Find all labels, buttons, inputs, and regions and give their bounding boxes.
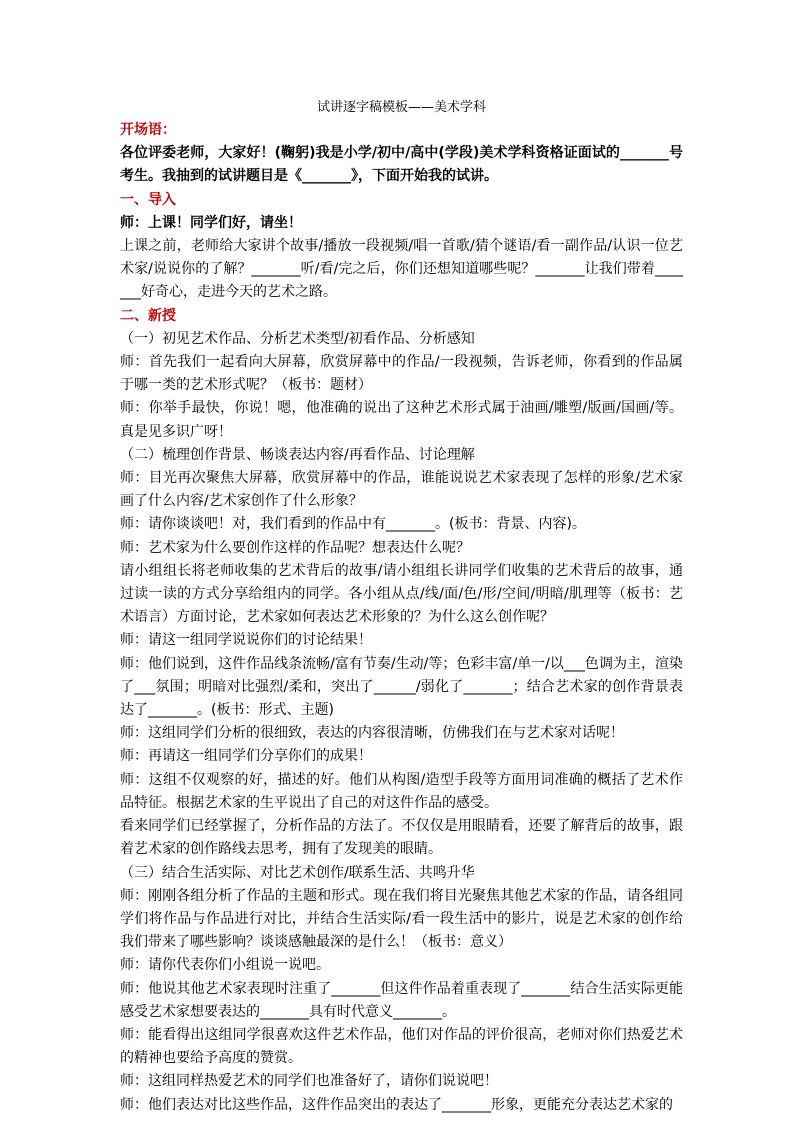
section-heading: 开场语： bbox=[120, 122, 176, 138]
paragraph: 师：他们表达对比这些作品，这件作品突出的表达了_______形象，更能充分表达艺术家的 bbox=[120, 1096, 673, 1113]
document-page bbox=[120, 98, 683, 1117]
document-title: 试讲逐字稿模板——美术学科 bbox=[316, 100, 486, 115]
paragraph: 师：刚刚各组分析了作品的主题和形式。现在我们将目光聚焦其他艺术家的作品，请各组同学们将作品与作品进行对比，并结合生活实际/看一段生活中的影片，说是艺术家的创作给我们带来了哪些影响？谈谈感触最深的是什么！（板书：意义） bbox=[120, 887, 683, 951]
section-heading: 一、导入 bbox=[120, 191, 176, 208]
paragraph: 师：请这一组同学说说你们的讨论结果！ bbox=[120, 632, 372, 649]
paragraph: 上课之前，老师给大家讲个故事/播放一段视频/唱一首歌/猜个谜语/看一副作品/认识一位艺术家/说说你的了解？_______听/看/完之后，你们还想知道哪些呢？_______让我们带着_______好奇心，走进今天的艺术之路。 bbox=[120, 238, 683, 301]
paragraph: 师：目光再次聚焦大屏幕，欣赏屏幕中的作品，谁能说说艺术家表现了怎样的形象/艺术家画了什么内容/艺术家创作了什么形象？ bbox=[120, 470, 683, 510]
paragraph: 师：请你代表你们小组说一说吧。 bbox=[120, 957, 330, 974]
paragraph: 师：能看得出这组同学很喜欢这件艺术作品，他们对作品的评价很高，老师对你们热爱艺术的精神也要给予高度的赞赏。 bbox=[120, 1026, 683, 1067]
paragraph: 请小组组长将老师收集的艺术背后的故事/请小组组长讲同学们收集的艺术背后的故事，通过读一读的方式分享给组内的同学。各小组从点/线/面/色/形/空间/明暗/肌理等（板书：艺术语言）方面讨论，艺术家如何表达艺术形象的？为什么这么创作呢？ bbox=[120, 562, 683, 626]
paragraph: 各位评委老师，大家好！(鞠躬)我是小学/初中/高中(学段)美术学科资格证面试的_______号考生。我抽到的试讲题目是《_______》，下面开始我的试讲。 bbox=[120, 145, 683, 185]
paragraph: 师：这组同样热爱艺术的同学们也准备好了，请你们说说吧！ bbox=[120, 1073, 498, 1090]
paragraph: 师：再请这一组同学们分享你们的成果！ bbox=[120, 748, 372, 765]
paragraph: 师：你举手最快，你说！嗯，他准确的说出了这种艺术形式属于油画/雕塑/版画/国画/等。真是见多识广呀！ bbox=[120, 400, 683, 440]
paragraph: 师：上课！同学们好，请坐！ bbox=[120, 214, 302, 231]
paragraph: （三）结合生活实际、对比艺术创作/联系生活、共鸣升华 bbox=[120, 864, 475, 881]
paragraph: 师：艺术家为什么要创作这样的作品呢？想表达什么呢？ bbox=[120, 539, 470, 556]
section-heading: 二、新授 bbox=[120, 307, 176, 324]
paragraph: 师：这组不仅观察的好，描述的好。他们从构图/造型手段等方面用词准确的概括了艺术作品特征。根据艺术家的生平说出了自己的对这件作品的感受。 bbox=[120, 771, 683, 811]
paragraph: （一）初见艺术作品、分析艺术类型/初看作品、分析感知 bbox=[120, 330, 475, 347]
paragraph: 师：他们说到，这件作品线条流畅/富有节奏/生动/等；色彩丰富/单一/以___色调为主，渲染了___氛围；明暗对比强烈/柔和，突出了______/弱化了_______；结合艺术家的创作背景表达了_______。(板书：形式、主题) bbox=[120, 655, 683, 719]
document-body bbox=[120, 119, 683, 1117]
paragraph: 师：他说其他艺术家表现时注重了_______但这件作品着重表现了_______结合生活实际更能感受艺术家想要表达的_______具有时代意义_______。 bbox=[120, 980, 683, 1020]
paragraph: 师：首先我们一起看向大屏幕，欣赏屏幕中的作品/一段视频，告诉老师，你看到的作品属于哪一类的艺术形式呢？（板书：题材） bbox=[120, 354, 683, 394]
paragraph: （二）梳理创作背景、畅谈表达内容/再看作品、讨论理解 bbox=[120, 446, 475, 463]
paragraph: 师：请你谈谈吧！对，我们看到的作品中有_______。(板书：背景、内容)。 bbox=[120, 516, 586, 533]
paragraph: 师：这组同学们分析的很细致，表达的内容很清晰，仿佛我们在与艺术家对话呢！ bbox=[120, 725, 624, 742]
paragraph: 看来同学们已经掌握了，分析作品的方法了。不仅仅是用眼睛看，还要了解背后的故事，跟着艺术家的创作路线去思考，拥有了发现美的眼睛。 bbox=[120, 818, 683, 858]
